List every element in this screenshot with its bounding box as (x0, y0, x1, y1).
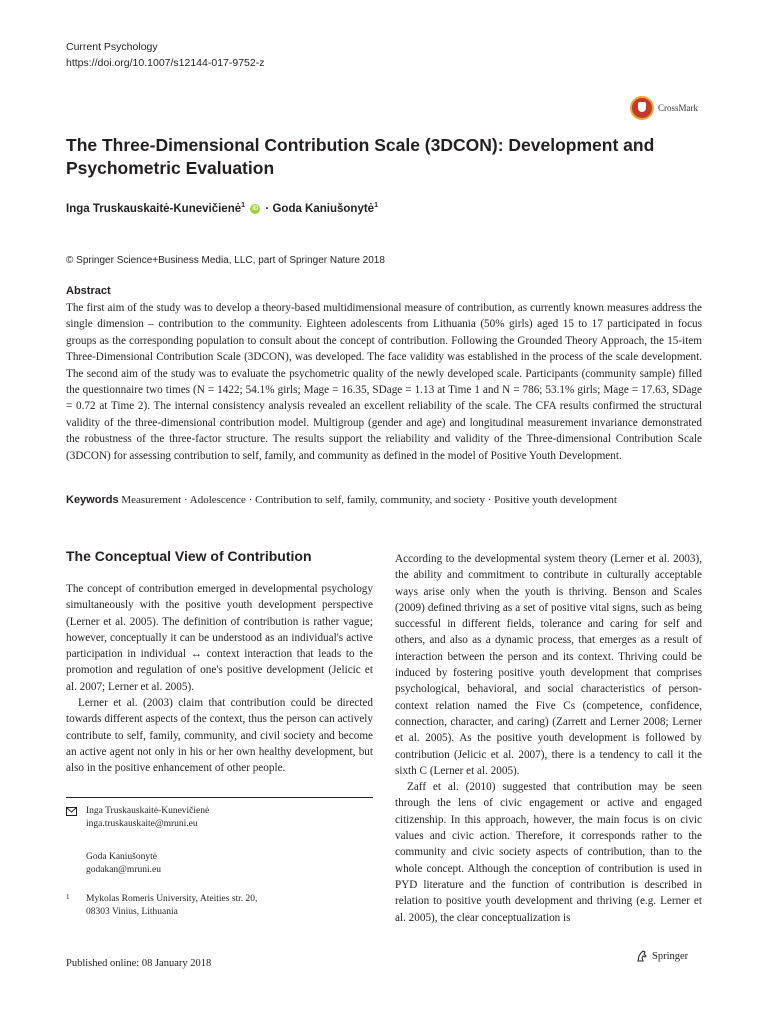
abstract-heading: Abstract (66, 285, 111, 297)
article-title: The Three-Dimensional Contribution Scale (3DCON): Development and Psychometric Evaluation (66, 135, 655, 178)
contact-name: Inga Truskauskaitė-Kunevičienė (86, 806, 210, 816)
copyright-line: © Springer Science+Business Media, LLC, part of Springer Nature 2018 (66, 255, 385, 266)
journal-header (66, 39, 264, 71)
affiliation-line: 08303 Vinius, Lithuania (86, 907, 178, 917)
affiliation-line: Mykolas Romeris University, Ateities str. 20, (86, 894, 258, 904)
author-list (66, 202, 378, 215)
contact-author-2 (86, 851, 161, 877)
contact-email[interactable]: inga.truskauskaite@mruni.eu (86, 819, 198, 829)
orcid-icon[interactable]: iD (252, 205, 259, 212)
published-date: Published online: 08 January 2018 (66, 958, 212, 969)
author-separator: · (262, 202, 273, 215)
body-paragraph: Zaff et al. (2010) suggested that contribution may be seen through the lens of civic engagement or active and engaged citizenship. In this approach, however, the main focus is on civic values and civic action. Therefore, it corresponds rather to the community and civic society aspects of contribution, than to the whole concept. Although the conception of contribution is used in PYD literature and the function of contribution is described in relation to positive youth development and thriving (e.g. Lerner et al. 2005), the clear conceptualization is (395, 781, 702, 924)
envelope-icon (66, 807, 77, 821)
crossmark-badge[interactable] (630, 93, 735, 123)
contact-name: Goda Kaniušonytė (86, 852, 157, 862)
keywords (66, 494, 706, 506)
body-paragraph: The concept of contribution emerged in developmental psychology simultaneously with the positive youth development perspective (Lerner et al. 2005). The definition of contribution is rather vague; however, conceptually it can be understood as an individual's active participation in individual ↔ context interaction that leads to the promotion and regulation of one's positive development (Jelicic et al. 2007; Lerner et al. 2005). (66, 583, 373, 693)
affiliation (86, 893, 257, 919)
publisher-logo[interactable] (636, 950, 688, 962)
keywords-label: Keywords (66, 494, 119, 506)
author-name[interactable]: Inga Truskauskaitė-Kunevičienė (66, 202, 242, 215)
contact-email[interactable]: godakan@mruni.eu (86, 865, 161, 875)
affiliation-marker: 1 (241, 202, 246, 209)
body-paragraph: Lerner et al. (2003) claim that contribution could be directed towards different aspects of the context, thus the person can actively contribute to self, family, community, and civil society and become an active agent not only in his or her own healthy development, but also in the positive enhancement of other people. (66, 697, 373, 775)
section-heading: The Conceptual View of Contribution (66, 548, 312, 564)
affiliation-number: 1 (66, 893, 70, 901)
keywords-text: Measurement · Adolescence · Contribution to self, family, community, and society · Positive youth development (121, 494, 617, 506)
author-name[interactable]: Goda Kaniušonytė (272, 202, 375, 215)
crossmark-icon (630, 96, 654, 120)
crossmark-label: CrossMark (658, 103, 698, 113)
publisher-name: Springer (652, 950, 689, 962)
left-column (66, 581, 373, 777)
body-paragraph: According to the developmental system theory (Lerner et al. 2003), the ability and commitment to contribute in culturally acceptable ways arise only when the youth is thriving. Benson and Scales (2009) defined thriving as a set of positive vital signs, such as being successful in different fields, tolerance and caring for self and others, and also as a dynamic process, that emerges as a result of interaction between the person and its context. Thriving could be induced by fostering positive youth development that comprises psychological, behavioral, and social characteristics of person-context relation named the Five Cs (competence, confidence, connection, character, and caring) (Zarrett and Lerner 2008; Lerner et al. 2005). As the positive youth development is followed by contribution (Jelicic et al. 2007), there is a tendency to call it the sixth C (Lerner et al. 2005). (395, 553, 702, 777)
journal-name: Current Psychology (66, 41, 158, 53)
affiliation-marker: 1 (374, 202, 378, 209)
springer-horse-icon (636, 950, 648, 962)
contact-author-1 (86, 805, 209, 831)
footnote-divider (66, 797, 373, 798)
doi-link[interactable]: https://doi.org/10.1007/s12144-017-9752-z (66, 57, 265, 69)
right-column (395, 551, 702, 926)
abstract-text: The first aim of the study was to develop a theory-based multidimensional measure of contribution, as currently known measures address the single dimension – contribution to the community. Eighteen adolescents from Lithuania (50% girls) aged 15 to 17 participated in focus groups as the corresponding population to consult about the concept of contribution. Following the Grounded Theory Approach, the 15-item Three-Dimensional Contribution Scale (3DCON), was developed. The face validity was established in the process of the scale development. The second aim of the study was to evaluate the psychometric quality of the newly developed scale. Participants (community sample) filled the questionnaire two times (N = 1422; 54.1% girls; Mage = 16.35, SDage = 1.13 at Time 1 and N = 786; 53.1% girls; Mage = 17.63, SDage = 0.72 at Time 2). The internal consistency analysis revealed an excellent reliability of the scale. The CFA results confirmed the structural validity of the three-dimensional contribution model. Multigroup (gender and age) and longitudinal measurement invariance demonstrated the robustness of the three-factor structure. The results support the reliability and validity of the Three-dimensional Contribution Scale (3DCON) for assessing contribution to self, family, and community as defined in the model of Positive Youth Development. (66, 302, 702, 462)
